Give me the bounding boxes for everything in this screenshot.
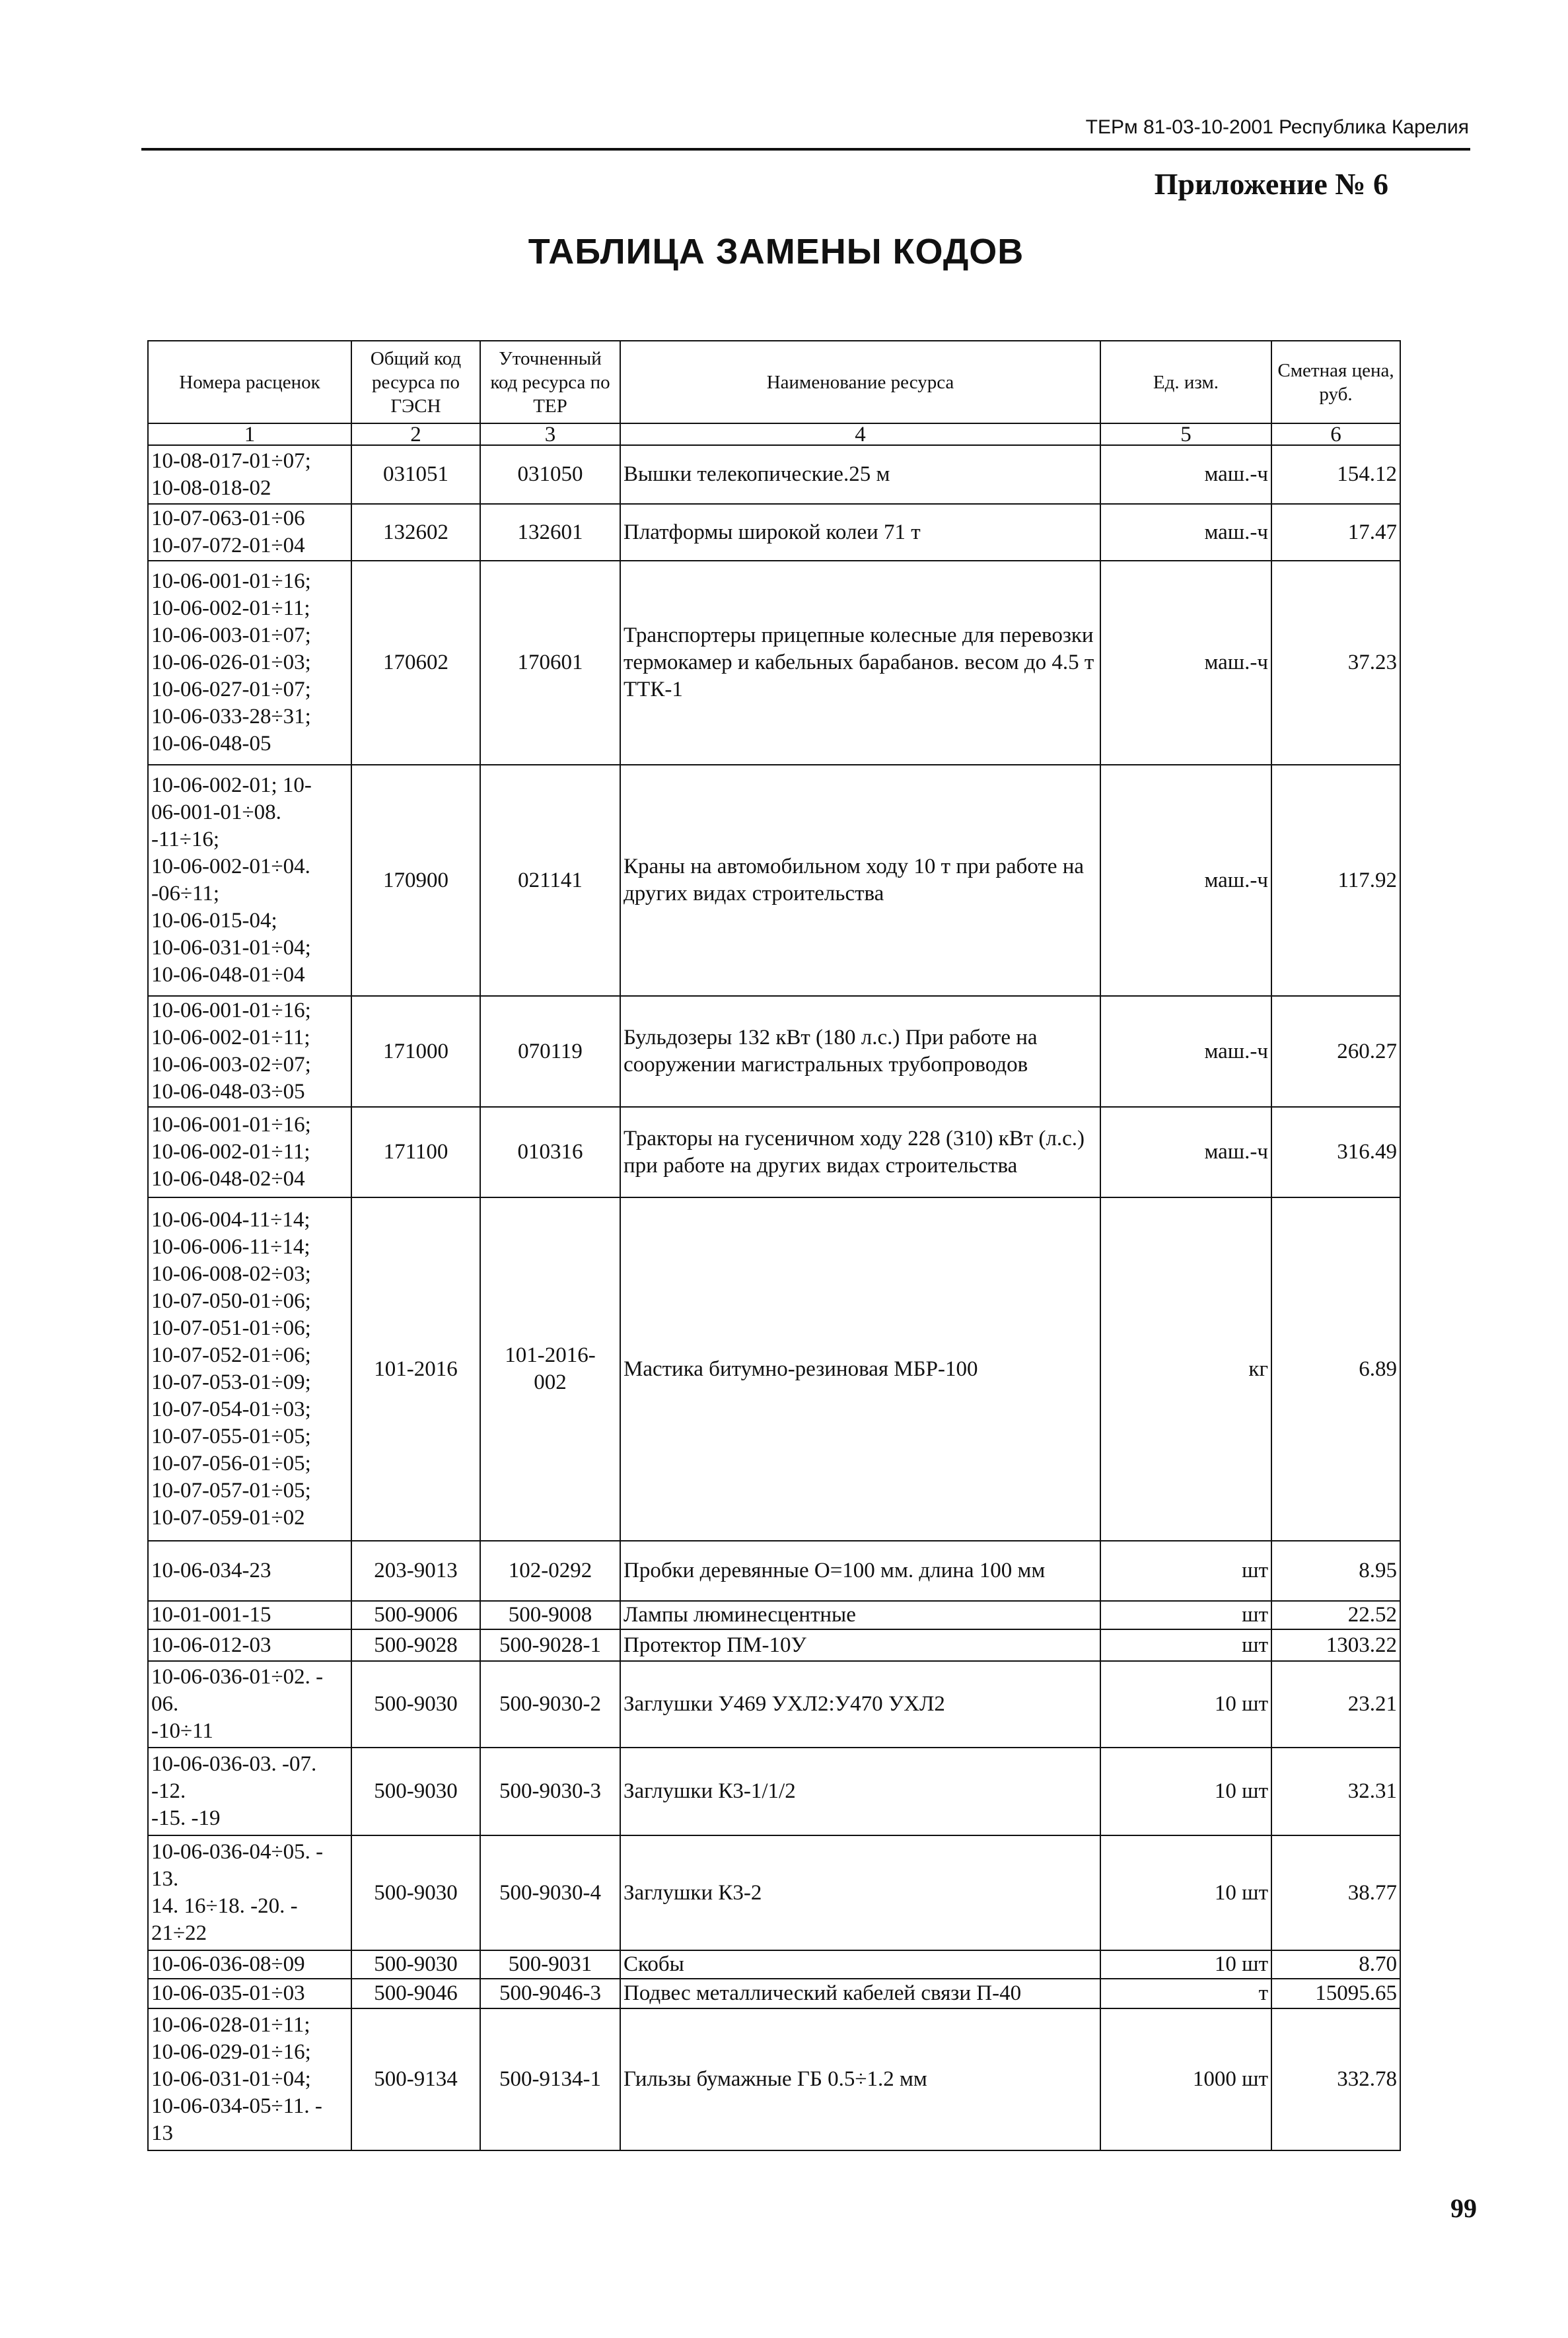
table-row	[148, 1748, 1400, 1835]
price-cell: 1303.22	[1271, 1629, 1400, 1661]
price-cell: 22.52	[1271, 1601, 1400, 1629]
gesn-code-cell: 500-9028	[351, 1629, 480, 1661]
ter-code-cell: 102-0292	[480, 1541, 620, 1601]
table-row	[148, 1661, 1400, 1748]
price-cell: 316.49	[1271, 1107, 1400, 1197]
price-cell: 260.27	[1271, 996, 1400, 1107]
ter-code-cell: 170601	[480, 561, 620, 765]
price-cell: 6.89	[1271, 1197, 1400, 1541]
price-cell: 15095.65	[1271, 1979, 1400, 2008]
resource-codes-cell: 10-07-063-01÷06 10-07-072-01÷04	[148, 504, 351, 561]
resource-codes-cell: 10-06-012-03	[148, 1629, 351, 1661]
table-row	[148, 765, 1400, 996]
resource-name-cell: Лампы люминесцентные	[620, 1601, 1100, 1629]
table-row	[148, 504, 1400, 561]
resource-name-cell: Гильзы бумажные ГБ 0.5÷1.2 мм	[620, 2008, 1100, 2150]
table-row	[148, 1107, 1400, 1197]
gesn-code-cell: 500-9030	[351, 1748, 480, 1835]
column-header: Номера расценок	[148, 341, 351, 423]
table-row	[148, 1601, 1400, 1629]
resource-name-cell: Платформы широкой колеи 71 т	[620, 504, 1100, 561]
unit-cell: маш.-ч	[1100, 504, 1271, 561]
resource-name-cell: Пробки деревянные О=100 мм. длина 100 мм	[620, 1541, 1100, 1601]
column-number: 5	[1100, 423, 1271, 445]
gesn-code-cell: 101-2016	[351, 1197, 480, 1541]
unit-cell: 10 шт	[1100, 1950, 1271, 1979]
gesn-code-cell: 500-9134	[351, 2008, 480, 2150]
resource-codes-cell: 10-06-034-23	[148, 1541, 351, 1601]
table-row	[148, 1541, 1400, 1601]
unit-cell: шт	[1100, 1629, 1271, 1661]
resource-codes-cell: 10-06-001-01÷16; 10-06-002-01÷11; 10-06-048-02÷04	[148, 1107, 351, 1197]
price-cell: 37.23	[1271, 561, 1400, 765]
resource-codes-cell: 10-06-001-01÷16; 10-06-002-01÷11; 10-06-003-01÷07; 10-06-026-01÷03; 10-06-027-01÷07; 10-06-033-28÷31; 10-06-048-05	[148, 561, 351, 765]
unit-cell: маш.-ч	[1100, 445, 1271, 504]
column-header: Уточненный код ресурса по ТЕР	[480, 341, 620, 423]
resource-name-cell: Заглушки К3-2	[620, 1835, 1100, 1950]
gesn-code-cell: 170602	[351, 561, 480, 765]
table-row	[148, 561, 1400, 765]
resource-codes-cell: 10-06-004-11÷14; 10-06-006-11÷14; 10-06-008-02÷03; 10-07-050-01÷06; 10-07-051-01÷06; 10-07-052-01÷06; 10-07-053-01÷09; 10-07-054-01÷03; 10-07-055-01÷05; 10-07-056-01÷05; 10-07-057-01÷05; 10-07-059-01÷02	[148, 1197, 351, 1541]
price-cell: 38.77	[1271, 1835, 1400, 1950]
price-cell: 117.92	[1271, 765, 1400, 996]
table-row	[148, 1835, 1400, 1950]
gesn-code-cell: 500-9046	[351, 1979, 480, 2008]
resource-name-cell: Скобы	[620, 1950, 1100, 1979]
header-divider	[141, 148, 1470, 151]
column-header: Ед. изм.	[1100, 341, 1271, 423]
unit-cell: маш.-ч	[1100, 996, 1271, 1107]
unit-cell: 10 шт	[1100, 1661, 1271, 1748]
price-cell: 23.21	[1271, 1661, 1400, 1748]
ter-code-cell: 010316	[480, 1107, 620, 1197]
gesn-code-cell: 500-9030	[351, 1661, 480, 1748]
price-cell: 332.78	[1271, 2008, 1400, 2150]
unit-cell: 10 шт	[1100, 1748, 1271, 1835]
gesn-code-cell: 203-9013	[351, 1541, 480, 1601]
resource-name-cell: Подвес металлический кабелей связи П-40	[620, 1979, 1100, 2008]
table-row	[148, 996, 1400, 1107]
ter-code-cell: 500-9031	[480, 1950, 620, 1979]
ter-code-cell: 021141	[480, 765, 620, 996]
ter-code-cell: 132601	[480, 504, 620, 561]
table-body	[148, 445, 1400, 2150]
gesn-code-cell: 031051	[351, 445, 480, 504]
resource-name-cell: Тракторы на гусеничном ходу 228 (310) кВт (л.с.) при работе на других видах строительства	[620, 1107, 1100, 1197]
table-header-row	[148, 341, 1400, 423]
resource-name-cell: Протектор ПМ-10У	[620, 1629, 1100, 1661]
unit-cell: шт	[1100, 1541, 1271, 1601]
table-row	[148, 1950, 1400, 1979]
column-number: 6	[1271, 423, 1400, 445]
column-header: Общий код ресурса по ГЭСН	[351, 341, 480, 423]
ter-code-cell: 070119	[480, 996, 620, 1107]
ter-code-cell: 031050	[480, 445, 620, 504]
ter-code-cell: 500-9008	[480, 1601, 620, 1629]
ter-code-cell: 500-9134-1	[480, 2008, 620, 2150]
document-reference: ТЕРм 81-03-10-2001 Республика Карелия	[1085, 116, 1469, 138]
unit-cell: т	[1100, 1979, 1271, 2008]
gesn-code-cell: 132602	[351, 504, 480, 561]
resource-codes-cell: 10-06-028-01÷11; 10-06-029-01÷16; 10-06-031-01÷04; 10-06-034-05÷11. - 13	[148, 2008, 351, 2150]
page-title: ТАБЛИЦА ЗАМЕНЫ КОДОВ	[528, 232, 1024, 271]
ter-code-cell: 500-9028-1	[480, 1629, 620, 1661]
ter-code-cell: 101-2016- 002	[480, 1197, 620, 1541]
resource-codes-cell: 10-06-036-03. -07. -12. -15. -19	[148, 1748, 351, 1835]
gesn-code-cell: 170900	[351, 765, 480, 996]
ter-code-cell: 500-9030-4	[480, 1835, 620, 1950]
ter-code-cell: 500-9030-3	[480, 1748, 620, 1835]
resource-name-cell: Заглушки К3-1/1/2	[620, 1748, 1100, 1835]
table-row	[148, 2008, 1400, 2150]
page-number: 99	[1450, 2193, 1477, 2223]
unit-cell: маш.-ч	[1100, 1107, 1271, 1197]
resource-name-cell: Мастика битумно-резиновая МБР-100	[620, 1197, 1100, 1541]
resource-codes-cell: 10-06-035-01÷03	[148, 1979, 351, 2008]
resource-name-cell: Вышки телекопические.25 м	[620, 445, 1100, 504]
resource-codes-cell: 10-06-036-01÷02. - 06. -10÷11	[148, 1661, 351, 1748]
ter-code-cell: 500-9046-3	[480, 1979, 620, 2008]
table-row	[148, 1979, 1400, 2008]
column-number: 2	[351, 423, 480, 445]
unit-cell: 10 шт	[1100, 1835, 1271, 1950]
unit-cell: шт	[1100, 1601, 1271, 1629]
table-row	[148, 445, 1400, 504]
resource-codes-cell: 10-06-036-08÷09	[148, 1950, 351, 1979]
column-header: Сметная цена, руб.	[1271, 341, 1400, 423]
unit-cell: кг	[1100, 1197, 1271, 1541]
price-cell: 8.95	[1271, 1541, 1400, 1601]
gesn-code-cell: 500-9030	[351, 1950, 480, 1979]
unit-cell: маш.-ч	[1100, 561, 1271, 765]
resource-name-cell: Краны на автомобильном ходу 10 т при работе на других видах строительства	[620, 765, 1100, 996]
gesn-code-cell: 171100	[351, 1107, 480, 1197]
resource-name-cell: Бульдозеры 132 кВт (180 л.с.) При работе на сооружении магистральных трубопроводов	[620, 996, 1100, 1107]
price-cell: 8.70	[1271, 1950, 1400, 1979]
column-number: 3	[480, 423, 620, 445]
gesn-code-cell: 500-9030	[351, 1835, 480, 1950]
price-cell: 32.31	[1271, 1748, 1400, 1835]
gesn-code-cell: 171000	[351, 996, 480, 1107]
table-row	[148, 1197, 1400, 1541]
price-cell: 17.47	[1271, 504, 1400, 561]
resource-codes-cell: 10-06-002-01; 10- 06-001-01÷08. -11÷16; 10-06-002-01÷04. -06÷11; 10-06-015-04; 10-06-031-01÷04; 10-06-048-01÷04	[148, 765, 351, 996]
ter-code-cell: 500-9030-2	[480, 1661, 620, 1748]
code-replacement-table	[147, 340, 1401, 2151]
column-number: 4	[620, 423, 1100, 445]
price-cell: 154.12	[1271, 445, 1400, 504]
resource-codes-cell: 10-01-001-15	[148, 1601, 351, 1629]
appendix-label: Приложение № 6	[1154, 167, 1388, 201]
column-number: 1	[148, 423, 351, 445]
resource-codes-cell: 10-08-017-01÷07; 10-08-018-02	[148, 445, 351, 504]
gesn-code-cell: 500-9006	[351, 1601, 480, 1629]
resource-name-cell: Транспортеры прицепные колесные для перевозки термокамер и кабельных барабанов. весом до 4.5 т ТТК-1	[620, 561, 1100, 765]
resource-codes-cell: 10-06-036-04÷05. - 13. 14. 16÷18. -20. - 21÷22	[148, 1835, 351, 1950]
unit-cell: 1000 шт	[1100, 2008, 1271, 2150]
table-row	[148, 1629, 1400, 1661]
unit-cell: маш.-ч	[1100, 765, 1271, 996]
resource-codes-cell: 10-06-001-01÷16; 10-06-002-01÷11; 10-06-003-02÷07; 10-06-048-03÷05	[148, 996, 351, 1107]
resource-name-cell: Заглушки У469 УХЛ2:У470 УХЛ2	[620, 1661, 1100, 1748]
column-number-row	[148, 423, 1400, 445]
column-header: Наименование ресурса	[620, 341, 1100, 423]
